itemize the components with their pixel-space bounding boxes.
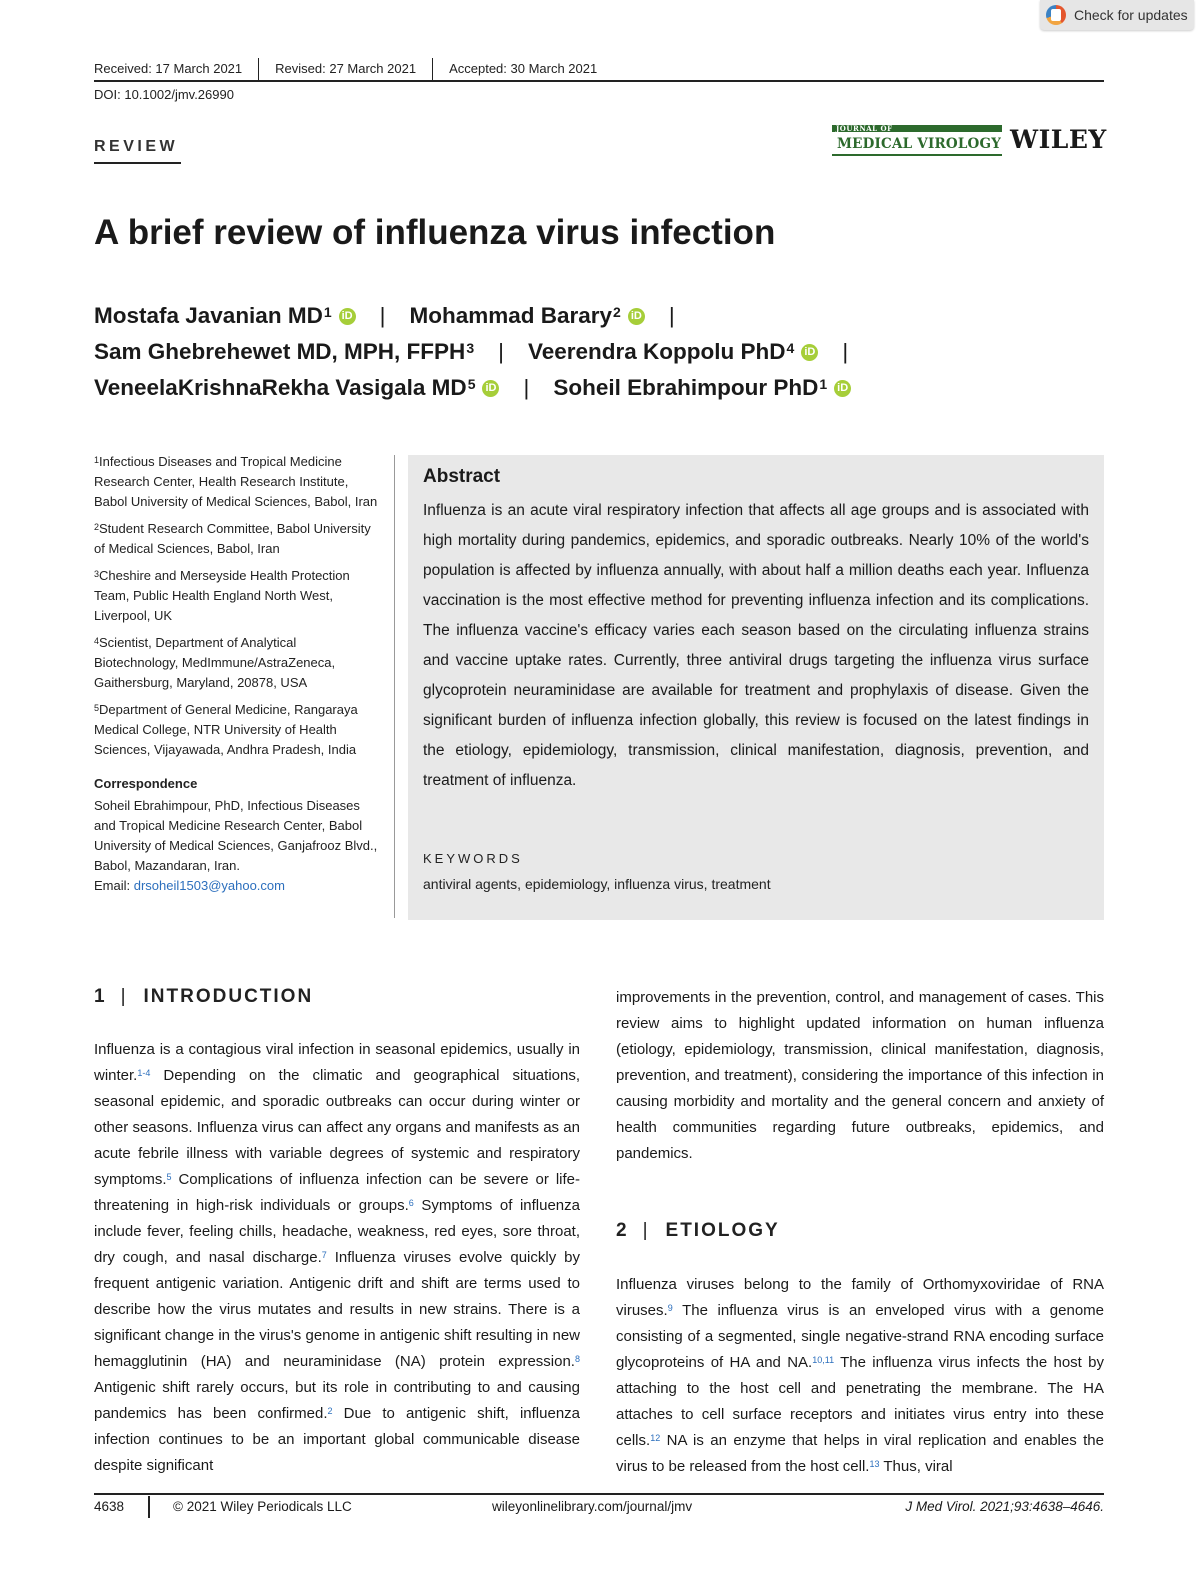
citation-ref[interactable]: 1-4 xyxy=(137,1068,151,1078)
author-name: Mohammad Barary xyxy=(409,303,613,328)
publisher-logo: WILEY xyxy=(1010,125,1107,154)
citation-ref[interactable]: 8 xyxy=(574,1354,580,1364)
author-line-3: VeneelaKrishnaRekha Vasigala MD $^5$ iD | Soheil Ebrahimpour PhD $^1$ iD xyxy=(94,375,851,401)
check-for-updates-button[interactable] xyxy=(1040,0,1194,30)
keywords: antiviral agents, epidemiology, influenza virus, treatment xyxy=(423,876,771,892)
author-line-2: Sam Ghebrehewet MD, MPH, FFPH $^3$ | Veerendra Koppolu PhD $^4$ iD | xyxy=(94,339,849,364)
abstract-text: Influenza is an acute viral respiratory infection that affects all age groups and is associated with high mortality during pandemics, epidemics, and sporadic outbreaks. Nearly 10% of the world's population is affected by influenza annually, with about half a million deaths each year. Influenza vaccination is the most effective method for preventing influenza infection and its complications. The influenza vaccine's efficacy varies each season based on the circulating influenza strains and vaccine uptake rates. Currently, three antiviral drugs targeting the influenza virus surface glycoprotein neuraminidase are available for treatment and prophylaxis of disease. Given the significant burden of influenza infection globally, this review is focused on the latest findings in the etiology, epidemiology, transmission, clinical manifestation, diagnosis, prevention, and treatment of influenza. xyxy=(423,502,1089,789)
header-rule xyxy=(94,80,1104,82)
footer-divider xyxy=(148,1496,150,1518)
citation-ref[interactable]: 13 xyxy=(869,1459,880,1469)
affiliation: $^5$Department of General Medicine, Rangaraya Medical College, NTR University of Health Sciences, Vijayawada, Andhra Pradesh, India xyxy=(94,702,358,757)
introduction-text-continued: improvements in the prevention, control, and management of cases. This review aims to highlight updated information on human influenza (etiology, epidemiology, transmission, clinical manifestation, diagnosis, prevention, and treatment), considering the importance of this infection in causing morbidity and mortality and the general concern and anxiety of health communities regarding future outbreaks, epidemics, and pandemics. xyxy=(616,989,1104,1162)
crossmark-icon xyxy=(1046,5,1066,25)
author-name: VeneelaKrishnaRekha Vasigala MD xyxy=(94,375,467,400)
affiliation: $^4$Scientist, Department of Analytical Biotechnology, MedImmune/AstraZeneca, Gaithersburg, Maryland, 20878, USA xyxy=(94,635,336,690)
author-name: Veerendra Koppolu PhD xyxy=(527,339,786,364)
author-name: Mostafa Javanian MD xyxy=(94,303,323,328)
journal-of-label: JOURNAL OF xyxy=(836,124,893,133)
orcid-icon[interactable]: iD xyxy=(801,344,818,361)
section-heading-etiology: 2 | ETIOLOGY xyxy=(616,1220,780,1241)
affiliation: $^3$Cheshire and Merseyside Health Protection Team, Public Health England North West, Liverpool, UK xyxy=(94,568,350,623)
keywords-heading: KEYWORDS xyxy=(423,851,523,866)
article-title: A brief review of influenza virus infection xyxy=(94,213,776,252)
citation-ref[interactable]: 2 xyxy=(327,1406,333,1416)
article-type-underline xyxy=(94,162,181,164)
citation-ref[interactable]: 10,11 xyxy=(812,1355,835,1365)
journal-logo xyxy=(832,125,1002,157)
author-name: Sam Ghebrehewet MD, MPH, FFPH xyxy=(94,339,466,364)
correspondence-text: Soheil Ebrahimpour, PhD, Infectious Diseases and Tropical Medicine Research Center, Babol University of Medical Sciences, Ganjafrooz Blvd., Babol, Mazandaran, Iran. Email: drsoheil1503@yahoo.com xyxy=(94,798,378,893)
orcid-icon[interactable]: iD xyxy=(339,308,356,325)
section-heading-introduction: 1 | INTRODUCTION xyxy=(94,986,314,1007)
citation-ref[interactable]: 5 xyxy=(166,1172,172,1182)
orcid-icon[interactable]: iD xyxy=(482,380,499,397)
orcid-icon[interactable]: iD xyxy=(834,380,851,397)
page-number: 4638 xyxy=(94,1499,125,1514)
affiliation: $^1$Infectious Diseases and Tropical Medicine Research Center, Health Research Institute, Babol University of Medical Sciences, Babol, Iran xyxy=(94,454,378,509)
footer-rule xyxy=(94,1493,1104,1495)
revised-date: Revised: 27 March 2021 xyxy=(258,58,432,80)
citation-ref[interactable]: 12 xyxy=(650,1433,661,1443)
etiology-text: Influenza viruses belong to the family of Orthomyxoviridae of RNA viruses.$^9$ The influenza virus is an enveloped virus with a genome consisting of a segmented, single negative-strand RNA encoding surface glycoproteins of HA and NA.$^{10,11}$ The influenza virus infects the host by attaching to the host cell and penetrating the membrane. The HA attaches to cell surface receptors and initiates virus entry into these cells.$^{12}$ NA is an enzyme that helps in viral replication and enables the virus to be released from the host cell.$^{13}$ Thus, viral xyxy=(616,1276,1104,1475)
affiliations xyxy=(94,452,384,903)
introduction-text: Influenza is a contagious viral infection in seasonal epidemics, usually in winter.$^{1-4}$ Depending on the climatic and geographical situations, seasonal epidemic, and sporadic outbreaks can occur during winter or other seasons. Influenza virus can affect any organs and manifests as an acute febrile illness with variable degrees of systemic and respiratory symptoms.$^5$ Complications of influenza infection can be severe or life-threatening in high-risk individuals or groups.$^6$ Symptoms of influenza include fever, feeling chills, headache, weakness, red eyes, sore throat, dry cough, and nasal discharge.$^7$ Influenza viruses evolve quickly by frequent antigenic variation. Antigenic drift and shift are terms used to describe how the virus mutates and results in new strains. There is a significant change in the virus's genome in antigenic shift resulting in new hemagglutinin (HA) and neuraminidase (NA) protein expression.$^8$ Antigenic shift rarely occurs, but its role in contributing to and causing pandemics has been confirmed.$^2$ Due to antigenic shift, influenza infection continues to be an important global communicable disease despite significant xyxy=(94,1041,581,1474)
copyright: © 2021 Wiley Periodicals LLC xyxy=(173,1499,352,1514)
email-link[interactable]: drsoheil1503@yahoo.com xyxy=(133,878,285,893)
accepted-date: Accepted: 30 March 2021 xyxy=(432,58,613,80)
abstract-heading: Abstract xyxy=(423,466,501,487)
citation-ref[interactable]: 6 xyxy=(408,1198,414,1208)
citation: J Med Virol. 2021;93:4638–4646. xyxy=(905,1499,1104,1514)
citation-ref[interactable]: 7 xyxy=(321,1250,327,1260)
author-line-1: Mostafa Javanian MD $^1$ iD | Mohammad Barary $^2$ iD | xyxy=(94,303,675,328)
column-divider xyxy=(394,455,395,918)
article-dates xyxy=(94,58,1104,80)
article-type: REVIEW xyxy=(94,138,179,155)
author-name: Soheil Ebrahimpour PhD xyxy=(553,375,819,400)
journal-url-link[interactable]: wileyonlinelibrary.com/journal/jmv xyxy=(492,1499,693,1514)
doi: DOI: 10.1002/jmv.26990 xyxy=(94,87,234,102)
orcid-icon[interactable]: iD xyxy=(628,308,645,325)
journal-name: MEDICAL VIROLOGY xyxy=(837,136,1002,152)
affiliation: $^2$Student Research Committee, Babol University of Medical Sciences, Babol, Iran xyxy=(94,521,371,556)
citation-ref[interactable]: 9 xyxy=(667,1303,673,1313)
correspondence-heading: Correspondence xyxy=(94,776,198,791)
received-date: Received: 17 March 2021 xyxy=(94,61,243,76)
check-for-updates-label: Check for updates xyxy=(1074,7,1188,23)
